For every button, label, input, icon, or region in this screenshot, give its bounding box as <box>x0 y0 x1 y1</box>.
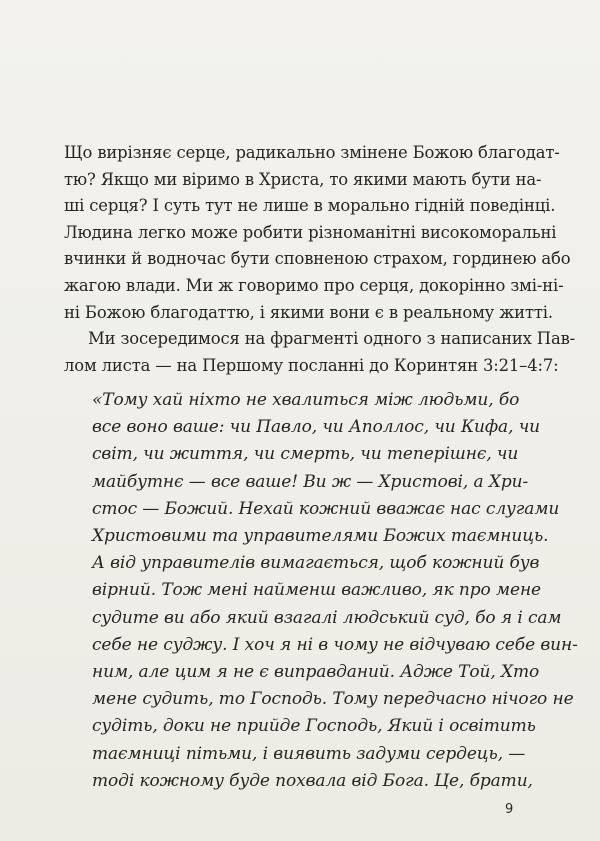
quote-line: таємниці пітьми, і виявить задуми сердець, — <box>92 743 526 764</box>
quote-line: Христовими та управителями Божих таємниць. <box>92 526 549 547</box>
quote-line: «Тому хай ніхто не хвалиться між людьми, бо <box>92 390 520 410</box>
quote-line: вірний. Тож мені найменш важливо, як про мене <box>92 580 542 601</box>
body-line: ні Божою благодаттю, і якими вони є в реальному житті. <box>64 302 553 322</box>
quote-line: майбутнє — все ваше! Ви ж — Христові, а Хри- <box>92 471 529 492</box>
body-line: ші серця? І суть тут не лише в морально гідній поведінці. <box>64 196 556 216</box>
quote-line: А від управителів вимагається, щоб кожний був <box>92 553 540 574</box>
body-line: лом листа — на Першому посланні до Коринтян 3:21–4:7: <box>64 355 559 375</box>
page-number: 9 <box>505 802 514 817</box>
body-line: Людина легко може робити різноманітні високоморальні <box>64 222 557 242</box>
quote-line: тоді кожному буде похвала від Бога. Це, брати, <box>92 770 533 791</box>
quote-line: мене судить, то Господь. Тому передчасно нічого не <box>92 689 574 710</box>
body-text <box>64 140 576 379</box>
body-line: жагою влади. Ми ж говоримо про серця, докорінно змі-ні- <box>64 275 564 295</box>
quote-line: ним, але цим я не є виправданий. Адже Той, Хто <box>92 662 540 683</box>
body-line: тю? Якщо ми віримо в Христа, то якими мають бути на- <box>64 169 542 189</box>
scripture-quote <box>92 387 578 795</box>
quote-line: світ, чи життя, чи смерть, чи теперішнє, чи <box>92 444 519 465</box>
quote-line: судите ви або який взагалі людський суд, бо я і сам <box>92 607 562 628</box>
body-line: вчинки й водночас бути сповненою страхом, гординею або <box>64 249 571 269</box>
quote-line: стос — Божий. Нехай кожний вважає нас слугами <box>92 498 560 519</box>
quote-line: все воно ваше: чи Павло, чи Аполлос, чи Кифа, чи <box>92 417 541 438</box>
body-line: Що вирізняє серце, радикально змінене Божою благодат- <box>64 143 560 162</box>
quote-line: судіть, доки не прийде Господь, Який і освітить <box>92 716 536 737</box>
body-line: Ми зосередимося на фрагменті одного з написаних Пав- <box>88 329 576 349</box>
quote-line: себе не суджу. І хоч я ні в чому не відчуваю себе вин- <box>92 634 578 655</box>
